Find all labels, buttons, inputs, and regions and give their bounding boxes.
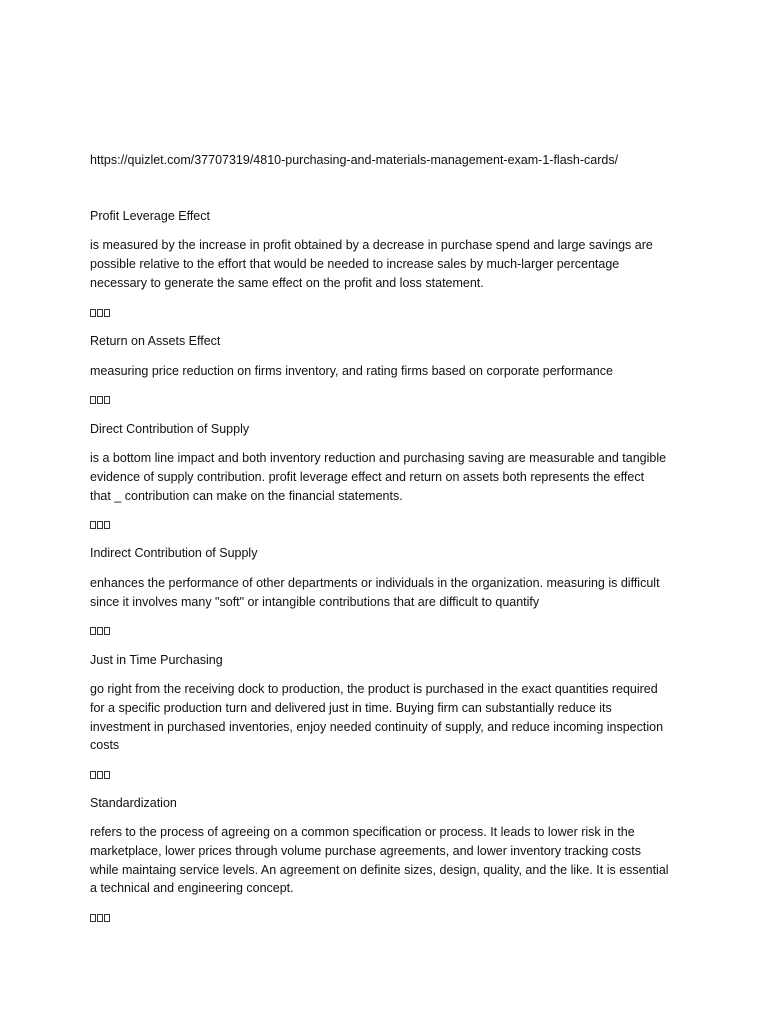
definition-line: is measured by the increase in profit obtained by a decrease in purchase spend and large savings are [90, 238, 653, 252]
definition-line: refers to the process of agreeing on a common specification or process. It leads to lower risk in the [90, 825, 635, 839]
definition-line: evidence of supply contribution. profit leverage effect and return on assets both represents the effect [90, 469, 645, 484]
separator-glyphs [90, 771, 690, 781]
card-definition [90, 362, 690, 381]
separator-glyphs [90, 521, 690, 531]
definition-line: investment in purchased inventories, enjoy needed continuity of supply, and reduce incoming inspection [90, 719, 664, 734]
definition-line: necessary to generate the same effect on the profit and loss statement. [90, 275, 484, 290]
separator-glyphs [90, 627, 690, 637]
definition-line: is a bottom line impact and both inventory reduction and purchasing saving are measurable and tangible [90, 451, 667, 465]
card-definition [90, 236, 690, 292]
definition-line: that _ contribution can make on the financial statements. [90, 488, 403, 503]
definition-line: a technical and engineering concept. [90, 881, 294, 896]
definition-line: go right from the receiving dock to production, the product is purchased in the exact quantities required [90, 682, 658, 696]
definition-line: for a specific production turn and delivered just in time. Buying firm can substantially reduce its [90, 700, 612, 715]
definition-line: possible relative to the effort that would be needed to increase sales by much-larger percentage [90, 256, 620, 271]
card-definition [90, 449, 690, 505]
definition-line: while maintaing service levels. An agreement on definite sizes, design, quality, and the like. It is essential [90, 862, 669, 877]
definition-line: marketplace, lower prices through volume purchase agreements, and lower inventory tracking costs [90, 843, 641, 858]
definition-line: costs [90, 738, 120, 753]
card-term: Direct Contribution of Supply [90, 422, 250, 436]
source-url[interactable]: https://quizlet.com/37707319/4810-purchasing-and-materials-management-exam-1-flash-cards/ [90, 153, 619, 167]
separator-glyphs [90, 396, 690, 406]
separator-glyphs [90, 914, 690, 924]
definition-line: since it involves many "soft" or intangible contributions that are difficult to quantify [90, 594, 540, 609]
card-definition [90, 680, 690, 755]
card-term: Standardization [90, 796, 177, 810]
card-term: Profit Leverage Effect [90, 209, 210, 223]
separator-glyphs [90, 309, 690, 319]
card-definition [90, 823, 690, 898]
definition-line: measuring price reduction on firms inventory, and rating firms based on corporate performance [90, 364, 613, 378]
card-term: Just in Time Purchasing [90, 653, 223, 667]
card-definition [90, 574, 690, 612]
card-term: Return on Assets Effect [90, 334, 221, 348]
definition-line: enhances the performance of other departments or individuals in the organization. measuring is difficult [90, 576, 660, 590]
card-term: Indirect Contribution of Supply [90, 546, 258, 560]
